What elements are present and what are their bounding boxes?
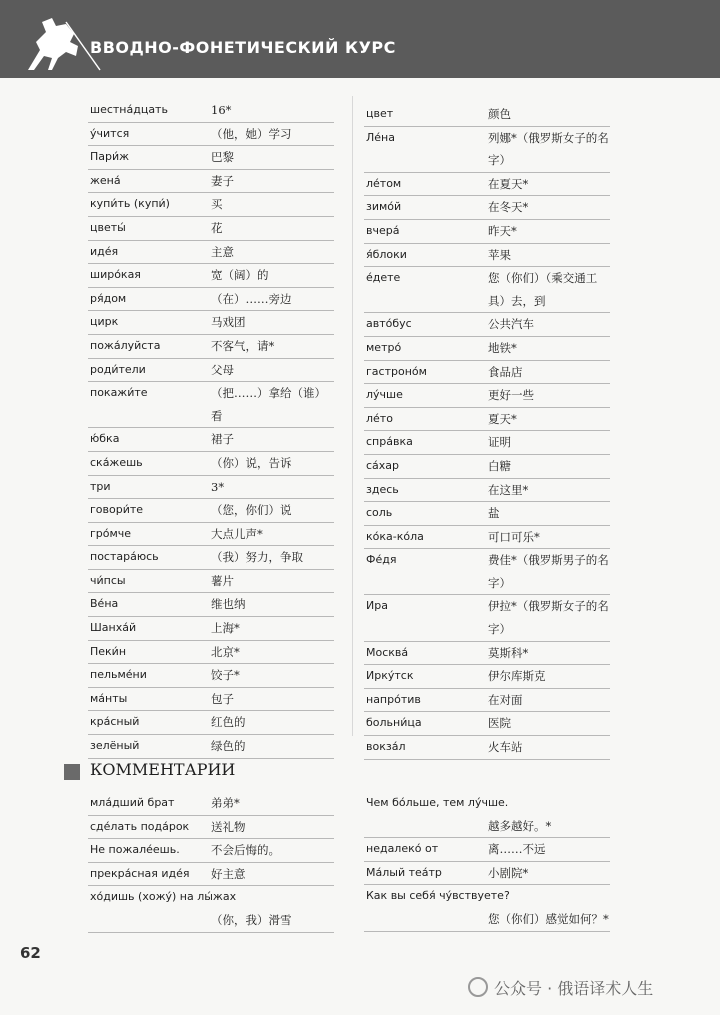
vocab-row <box>88 792 334 816</box>
chinese-translation: 夏天* <box>488 411 517 426</box>
vocab-row <box>364 173 610 197</box>
vocab-row <box>364 885 610 931</box>
chinese-translation: （在）……旁边 <box>211 291 292 306</box>
chinese-translation: （他，她）学习 <box>211 126 292 141</box>
chinese-translation: 好主意 <box>211 866 246 881</box>
russian-term: мла́дший брат <box>90 796 175 809</box>
wechat-official-account-icon <box>468 977 488 997</box>
chinese-translation: （你）说，告诉 <box>211 455 292 470</box>
vocab-row <box>364 384 610 408</box>
chinese-translation: 医院 <box>488 716 511 731</box>
chinese-translation: （您，你们）说 <box>211 503 292 518</box>
russian-term: ря́дом <box>90 291 127 305</box>
vocab-row <box>88 664 334 688</box>
vocab-row <box>364 455 610 479</box>
chinese-translation: 火车站 <box>488 740 523 755</box>
vocab-row <box>364 549 610 595</box>
chinese-translation: 您（你们）（乘交通工具）去，到 <box>488 271 598 308</box>
russian-term: е́дете <box>366 271 401 285</box>
chinese-translation: 在夏天* <box>488 176 529 191</box>
chinese-translation: 在对面 <box>488 692 523 707</box>
russian-term: ле́том <box>366 176 402 190</box>
vocab-row <box>88 146 334 170</box>
vocab-row <box>364 220 610 244</box>
russian-term: гро́мче <box>90 526 132 540</box>
vocab-row <box>364 196 610 220</box>
vocab-row <box>88 264 334 288</box>
vocab-row <box>88 735 334 759</box>
section-square-icon <box>64 764 80 780</box>
russian-term: гастроно́м <box>366 364 427 378</box>
chinese-translation: 送礼物 <box>211 819 246 834</box>
chinese-translation: 北京* <box>211 644 240 659</box>
watermark <box>468 974 653 1000</box>
russian-term: здесь <box>366 482 399 496</box>
chinese-translation: 在冬天* <box>488 200 529 215</box>
russian-term: Ве́на <box>90 597 119 611</box>
russian-term: Чем бо́льше, тем лу́чше. <box>366 796 509 809</box>
russian-term: я́блоки <box>366 247 407 261</box>
chinese-translation: 饺子* <box>211 668 240 683</box>
vocab-row <box>364 103 610 127</box>
russian-term: прекра́сная иде́я <box>90 866 190 880</box>
russian-term: купи́ть (купи́) <box>90 197 170 211</box>
chinese-translation: 上海* <box>211 621 240 636</box>
chinese-translation: 证明 <box>488 435 511 450</box>
vocab-row <box>364 838 610 862</box>
vocab-row <box>88 863 334 887</box>
vocab-row <box>364 479 610 503</box>
russian-term: цирк <box>90 315 119 329</box>
russian-term: цвет <box>366 107 394 120</box>
vocab-row <box>364 689 610 713</box>
russian-term: Фе́дя <box>366 553 397 567</box>
vocab-row <box>88 311 334 335</box>
chinese-translation: 买 <box>211 197 223 212</box>
russian-term: авто́бус <box>366 317 412 331</box>
chinese-translation: 宽（阔）的 <box>211 268 269 283</box>
chinese-translation: 食品店 <box>488 364 523 379</box>
vocab-row <box>364 337 610 361</box>
chinese-translation: 父母 <box>211 362 234 377</box>
russian-term: напро́тив <box>366 692 421 706</box>
comments-column-left <box>88 792 334 933</box>
chinese-translation: 颜色 <box>488 107 511 121</box>
vocab-row <box>364 244 610 268</box>
chinese-translation: 昨天* <box>488 223 517 238</box>
chinese-translation: 花 <box>211 220 223 235</box>
chinese-translation: 红色的 <box>211 715 246 730</box>
chinese-translation: 莫斯科* <box>488 645 529 660</box>
vocab-row <box>88 546 334 570</box>
chinese-translation: （把……）拿给（谁）看 <box>211 386 326 423</box>
russian-term: Пеки́н <box>90 644 127 658</box>
chinese-translation: 更好一些 <box>488 388 534 403</box>
russian-term: Ирку́тск <box>366 669 414 683</box>
russian-term: Шанха́й <box>90 621 137 635</box>
vocab-row <box>364 526 610 550</box>
chinese-translation: 伊拉*（俄罗斯女子的名字） <box>488 599 609 637</box>
page-title: ВВОДНО-ФОНЕТИЧЕСКИЙ КУРС <box>90 38 396 57</box>
vocab-row <box>88 816 334 840</box>
vocab-row <box>364 431 610 455</box>
vocab-column-left <box>88 99 334 759</box>
chinese-translation: 不客气，请* <box>211 338 275 353</box>
vocab-row <box>364 361 610 385</box>
vocab-row <box>88 570 334 594</box>
chinese-translation: 伊尔库斯克 <box>488 669 546 684</box>
vocab-row <box>88 617 334 641</box>
chinese-translation: 不会后悔的。 <box>211 843 280 858</box>
vocab-row <box>364 792 610 838</box>
chinese-translation: 小剧院* <box>488 865 529 880</box>
vocab-row <box>364 736 610 760</box>
russian-term: ко́ка-ко́ла <box>366 529 424 543</box>
chinese-translation: 维也纳 <box>211 597 246 612</box>
vocab-row <box>88 499 334 523</box>
russian-term: ска́жешь <box>90 455 143 469</box>
chinese-translation: 盐 <box>488 506 500 521</box>
chinese-translation: 地铁* <box>488 340 517 355</box>
russian-term: Пари́ж <box>90 150 130 164</box>
russian-term: шестна́дцать <box>90 103 168 116</box>
russian-term: покажи́те <box>90 386 148 400</box>
vocab-row <box>88 886 334 932</box>
comments-title: КОММЕНТАРИИ <box>90 760 236 779</box>
russian-term: вокза́л <box>366 740 406 754</box>
vocab-row <box>88 99 334 123</box>
vocab-row <box>364 862 610 886</box>
russian-term: ле́то <box>366 411 393 425</box>
chinese-translation: 巴黎 <box>211 150 234 165</box>
comments-column-right <box>364 792 610 932</box>
chinese-translation: 离……不远 <box>488 842 546 857</box>
vocab-row <box>364 267 610 313</box>
russian-term: пожа́луйста <box>90 338 161 352</box>
vocab-row <box>88 641 334 665</box>
chinese-translation: 您（你们）感觉如何？* <box>488 911 609 926</box>
chinese-translation: 白糖 <box>488 458 511 473</box>
vocab-row <box>88 428 334 452</box>
russian-term: Москва́ <box>366 645 409 659</box>
russian-term: иде́я <box>90 244 119 258</box>
russian-term: са́хар <box>366 458 400 472</box>
page-number: 62 <box>20 944 41 962</box>
russian-term: спра́вка <box>366 435 413 449</box>
vocab-row <box>88 476 334 500</box>
russian-term: недалеко́ от <box>366 842 439 856</box>
russian-term: жена́ <box>90 173 121 187</box>
vocab-row <box>88 217 334 241</box>
russian-term: цветы́ <box>90 220 126 234</box>
chinese-translation: 妻子 <box>211 173 234 188</box>
chinese-translation: 弟弟* <box>211 796 240 810</box>
russian-term: Ле́на <box>366 130 395 144</box>
vocab-row <box>88 123 334 147</box>
russian-term: Ира <box>366 599 388 613</box>
russian-term: больни́ца <box>366 716 422 730</box>
russian-term: чи́псы <box>90 573 126 587</box>
russian-term: сде́лать пода́рок <box>90 819 190 833</box>
page-header <box>0 0 720 78</box>
vocab-column-right <box>364 103 610 760</box>
vocab-row <box>88 382 334 428</box>
russian-term: постара́юсь <box>90 550 159 564</box>
vocab-row <box>88 523 334 547</box>
vocab-row <box>364 313 610 337</box>
vocab-row <box>88 711 334 735</box>
russian-term: роди́тели <box>90 362 146 376</box>
chinese-translation: 主意 <box>211 244 234 259</box>
vocab-row <box>88 839 334 863</box>
chinese-translation: 可口可乐* <box>488 529 540 544</box>
chinese-translation: 费佳*（俄罗斯男子的名字） <box>488 553 609 590</box>
russian-term: ма́нты <box>90 691 128 705</box>
russian-term: ю́бка <box>90 432 120 446</box>
vocab-row <box>364 712 610 736</box>
vocab-row <box>88 359 334 383</box>
russian-term: Не пожале́ешь. <box>90 843 180 857</box>
vocab-row <box>364 502 610 526</box>
russian-term: лу́чше <box>366 388 403 402</box>
vocab-row <box>88 288 334 312</box>
column-divider <box>352 96 353 736</box>
vocab-row <box>88 193 334 217</box>
chinese-translation: 包子 <box>211 691 234 706</box>
chinese-translation: 马戏团 <box>211 315 246 330</box>
watermark-text: 公众号 · 俄语译术人生 <box>494 978 654 998</box>
chinese-translation: 薯片 <box>211 573 234 588</box>
chinese-translation: 在这里* <box>488 482 529 497</box>
chinese-translation: （我）努力，争取 <box>211 550 303 565</box>
vocab-row <box>88 170 334 194</box>
vocab-row <box>364 408 610 432</box>
russian-term: пельме́ни <box>90 668 147 682</box>
russian-term: вчера́ <box>366 223 400 237</box>
russian-term: Ма́лый теа́тр <box>366 865 442 879</box>
russian-term: Как вы себя́ чу́вствуете? <box>366 889 510 903</box>
chinese-translation: 裙子 <box>211 432 234 447</box>
russian-term: у́чится <box>90 126 130 140</box>
vocab-row <box>88 335 334 359</box>
russian-term: три <box>90 479 111 493</box>
vocab-row <box>88 593 334 617</box>
russian-term: зелёный <box>90 739 140 753</box>
vocab-row <box>88 688 334 712</box>
chinese-translation: 越多越好。* <box>488 818 552 833</box>
chinese-translation: 列娜*（俄罗斯女子的名字） <box>488 130 609 168</box>
chinese-translation: 绿色的 <box>211 739 246 754</box>
vocab-row <box>364 595 610 641</box>
chinese-translation: 公共汽车 <box>488 317 534 332</box>
russian-term: говори́те <box>90 503 144 517</box>
vocab-row <box>364 642 610 666</box>
russian-term: соль <box>366 506 393 520</box>
russian-term: хо́дишь (хожу́) на лы́жах <box>90 890 237 904</box>
vocab-row <box>88 241 334 265</box>
chinese-translation: 苹果 <box>488 247 511 262</box>
russian-term: зимо́й <box>366 200 402 214</box>
vocab-row <box>88 452 334 476</box>
vocab-row <box>364 665 610 689</box>
chinese-translation: 16* <box>211 103 232 117</box>
chinese-translation: 3* <box>211 479 225 494</box>
russian-term: широ́кая <box>90 268 141 282</box>
russian-term: кра́сный <box>90 715 140 729</box>
chinese-translation: （你，我）滑雪 <box>211 912 292 927</box>
vocab-row <box>364 127 610 173</box>
chinese-translation: 大点儿声* <box>211 526 263 541</box>
russian-term: метро́ <box>366 340 402 354</box>
